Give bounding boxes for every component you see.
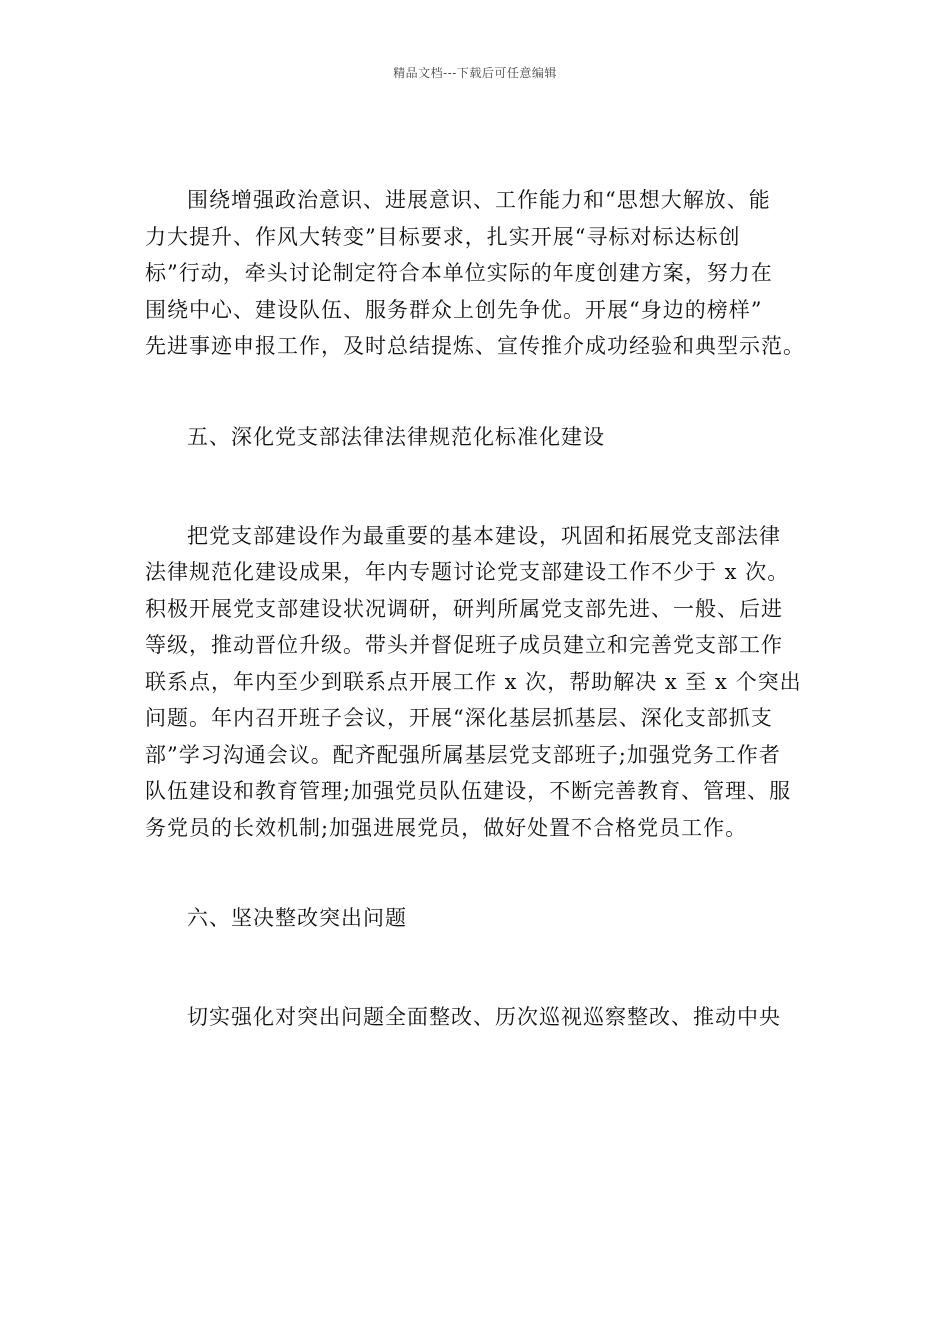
paragraph-line: 联系点，年内至少到联系点开展工作 x 次，帮助解决 x 至 x 个突出 (145, 669, 802, 694)
paragraph-line: 问题。年内召开班子会议，开展“深化基层抓基层、深化支部抓支 (145, 706, 773, 730)
paragraph-line: 把党支部建设作为最重要的基本建设，巩固和拓展党支部法律 (187, 523, 781, 548)
paragraph-line: 务党员的长效机制;加强进展党员，做好处置不合格党员工作。 (145, 815, 748, 840)
paragraph-line: 力大提升、作风大转变”目标要求，扎实开展“寻标对标达标创 (145, 224, 741, 249)
page-header: 精品文档---下载后可任意编辑 (393, 66, 557, 80)
paragraph-line: 切实强化对突出问题全面整改、历次巡视巡察整改、推动中央 (187, 1005, 781, 1029)
paragraph-line: 先进事迹申报工作，及时总结提炼、宣传推介成功经验和典型示范。 (145, 334, 805, 358)
paragraph-2 (145, 518, 810, 847)
paragraph-1 (145, 182, 810, 365)
document-body (145, 182, 810, 1036)
section-heading-6: 六、坚决整改突出问题 (187, 906, 407, 930)
paragraph-line: 围绕中心、建设队伍、服务群众上创先争优。开展“身边的榜样” (145, 297, 763, 322)
paragraph-3 (145, 999, 810, 1036)
paragraph-line: 等级，推动晋位升级。带头并督促班子成员建立和完善党支部工作 (145, 633, 783, 657)
paragraph-line: 队伍建设和教育管理;加强党员队伍建设，不断完善教育、管理、服 (145, 779, 792, 803)
paragraph-line: 标”行动，牵头讨论制定符合本单位实际的年度创建方案，努力在 (145, 261, 773, 285)
paragraph-line: 部”学习沟通会议。配齐配强所属基层党支部班子;加强党务工作者 (145, 742, 781, 767)
paragraph-line: 围绕增强政治意识、进展意识、工作能力和“思想大解放、能 (187, 188, 771, 212)
section-heading-5: 五、深化党支部法律法律规范化标准化建设 (187, 424, 605, 449)
paragraph-line: 积极开展党支部建设状况调研，研判所属党支部先进、一般、后进 (145, 596, 783, 621)
paragraph-line: 法律规范化建设成果，年内专题讨论党支部建设工作不少于 x 次。 (145, 560, 790, 584)
